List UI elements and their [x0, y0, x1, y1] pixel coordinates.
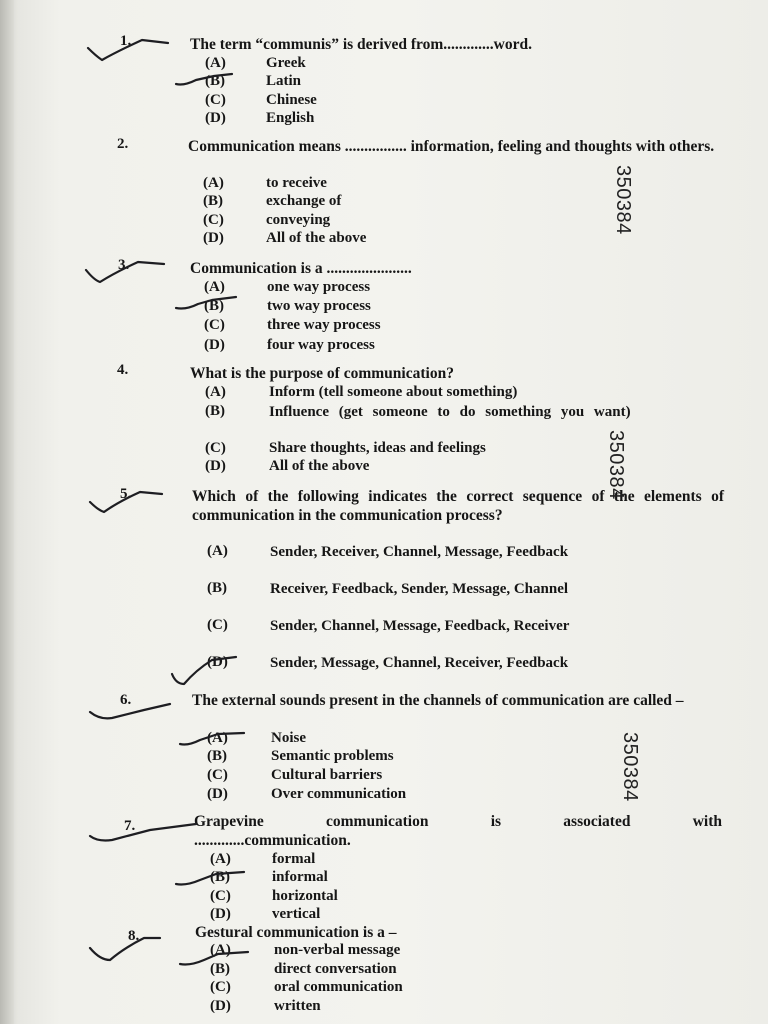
tick-mark-icon: [88, 40, 168, 60]
tick-mark-icon: [172, 657, 236, 684]
question-number: 3.: [118, 257, 130, 273]
question-text: The external sounds present in the channels of communication are called –: [192, 692, 684, 709]
stamp-number: 350384: [619, 732, 641, 802]
question-text: Communication is a ......................: [190, 260, 412, 277]
question-text: The term “communis” is derived from.............word.: [190, 36, 532, 53]
question-number: 8.: [128, 928, 140, 944]
tick-mark-icon: [176, 872, 244, 885]
tick-mark-icon: [176, 297, 236, 309]
tick-mark-icon: [90, 938, 160, 960]
question-number: 2.: [117, 136, 129, 152]
tick-mark-icon: [180, 952, 248, 965]
question-number: 5.: [120, 486, 132, 502]
tick-mark-icon: [90, 824, 196, 841]
tick-mark-icon: [90, 492, 162, 512]
question-number: 4.: [117, 362, 129, 378]
tick-mark-icon: [176, 74, 232, 85]
stamp-number: 350384: [605, 430, 627, 500]
question-text: Grapevine communication is associated with .............communication.: [194, 813, 722, 849]
question-text: Gestural communication is a –: [195, 924, 397, 941]
question-number: 7.: [124, 818, 136, 834]
question-text: Communication means ................ information, feeling and thoughts with others.: [188, 138, 715, 155]
tick-mark-icon: [180, 733, 244, 745]
question-number: 1.: [120, 33, 132, 49]
question-text: Which of the following indicates the correct sequence of the elements of communication in the communication process?: [192, 488, 724, 524]
question-number: 6.: [120, 692, 132, 708]
question-text: What is the purpose of communication?: [190, 365, 454, 382]
tick-mark-icon: [90, 704, 170, 718]
stamp-number: 350384: [612, 165, 634, 235]
tick-mark-icon: [86, 262, 164, 282]
